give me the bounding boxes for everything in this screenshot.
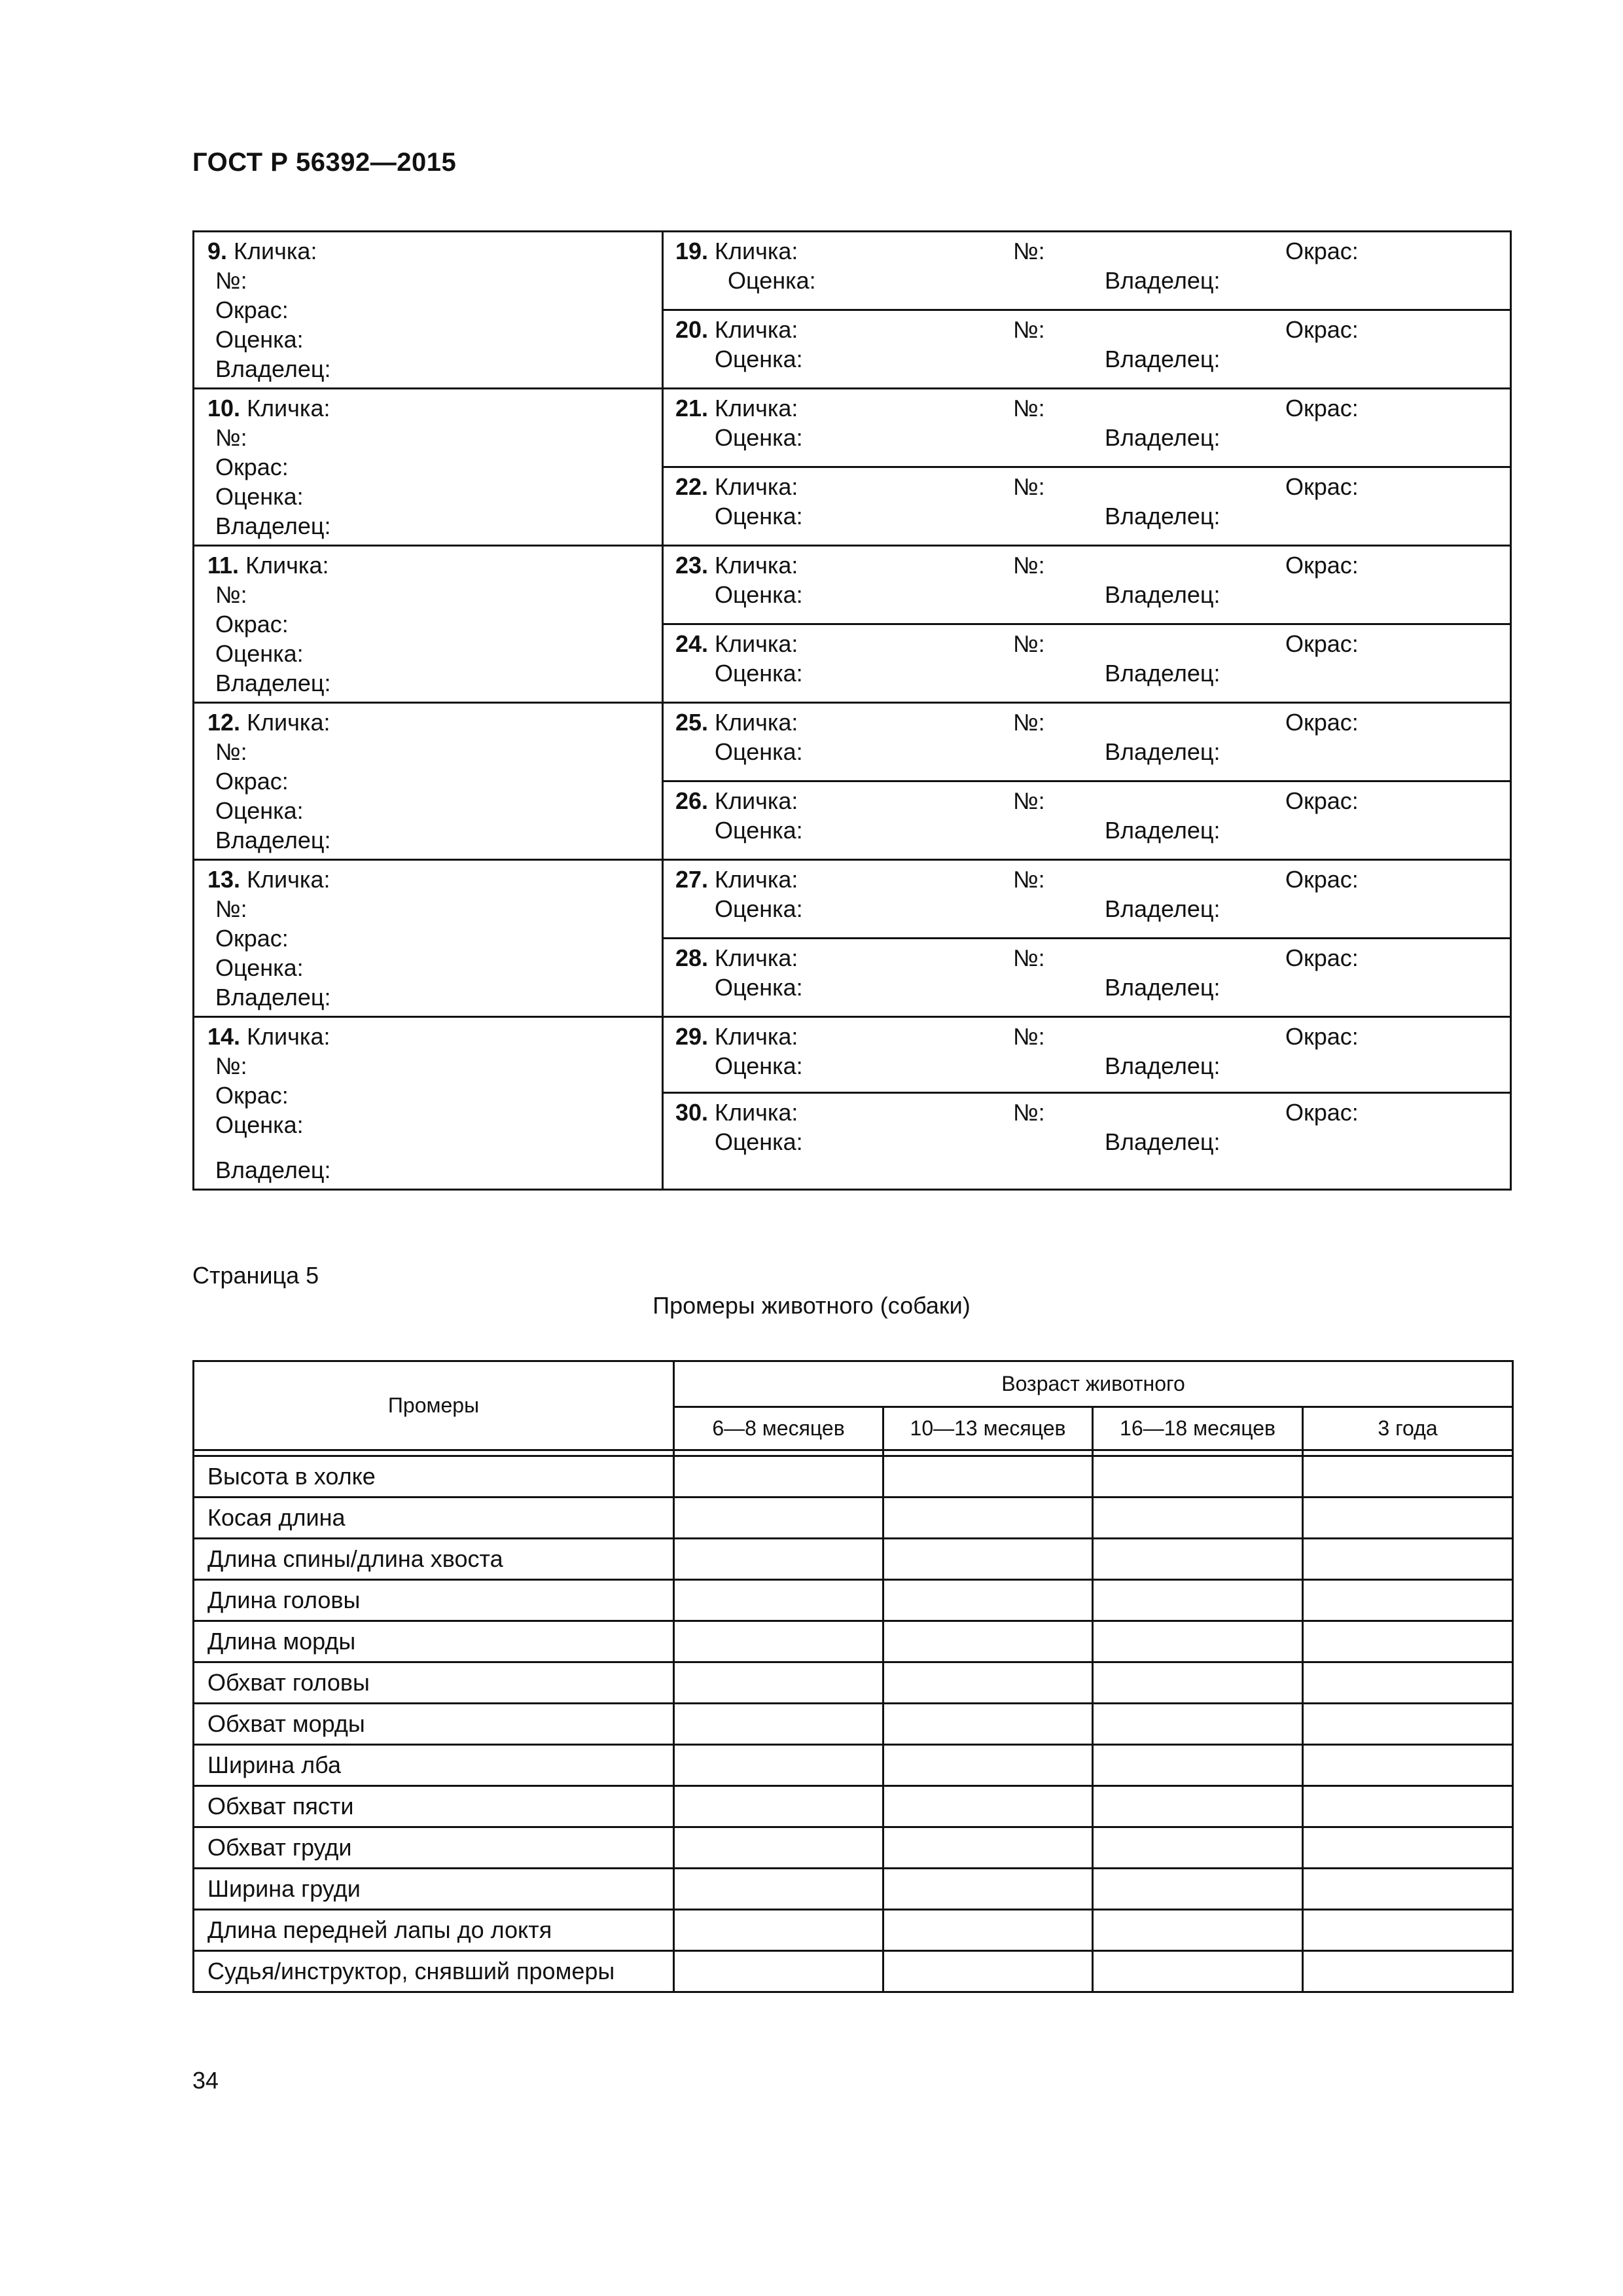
measurements-column-header: Промеры — [194, 1361, 674, 1450]
measurement-value-cell[interactable] — [1093, 1456, 1303, 1498]
color-label: Окрас: — [1285, 630, 1359, 657]
right-entry-cell — [663, 467, 1511, 546]
score-label: Оценка: — [215, 954, 304, 981]
color-label: Окрас: — [1285, 1098, 1359, 1126]
owner-label: Владелец: — [1105, 1052, 1221, 1079]
measurement-value-cell[interactable] — [1303, 1745, 1513, 1786]
entry-number: 26. — [675, 787, 709, 814]
entry-number: 10. — [207, 395, 241, 422]
color-label: Окрас: — [1285, 944, 1359, 971]
color-label: Окрас: — [215, 611, 289, 637]
measurement-label: Высота в холке — [194, 1456, 674, 1498]
right-entry-cell — [663, 860, 1511, 939]
name-label: Кличка: — [715, 552, 798, 579]
color-label: Окрас: — [1285, 316, 1359, 343]
color-label: Окрас: — [1285, 238, 1359, 264]
score-label: Оценка: — [715, 895, 803, 922]
measurement-value-cell[interactable] — [883, 1869, 1093, 1910]
list-row — [194, 1017, 1511, 1093]
measurement-row — [194, 1704, 1513, 1745]
measurement-value-cell[interactable] — [1303, 1786, 1513, 1827]
right-entry-cell — [663, 1017, 1511, 1093]
measurement-value-cell[interactable] — [674, 1539, 883, 1580]
measurement-row — [194, 1745, 1513, 1786]
entry-number: 30. — [675, 1098, 709, 1126]
right-entry-line-2 — [664, 1127, 1510, 1157]
measurement-label: Длина морды — [194, 1621, 674, 1662]
entry-number: 9. — [207, 238, 228, 264]
score-label: Оценка: — [715, 503, 803, 529]
measurement-value-cell[interactable] — [883, 1910, 1093, 1951]
right-entry-cell — [663, 939, 1511, 1017]
measurement-value-cell[interactable] — [883, 1704, 1093, 1745]
color-label: Окрас: — [1285, 473, 1359, 500]
measurement-row — [194, 1951, 1513, 1992]
measurement-value-cell[interactable] — [1303, 1580, 1513, 1621]
owner-label: Владелец: — [1105, 267, 1221, 294]
right-entry-line-2 — [664, 816, 1510, 845]
score-label: Оценка: — [715, 581, 803, 608]
number-label: №: — [215, 424, 247, 451]
score-label: Оценка: — [715, 738, 803, 765]
number-label: №: — [1013, 944, 1045, 971]
age-header: 10—13 месяцев — [883, 1407, 1093, 1450]
measurement-value-cell[interactable] — [674, 1662, 883, 1704]
measurement-value-cell[interactable] — [883, 1539, 1093, 1580]
right-entry-cell — [663, 232, 1511, 310]
number-label: №: — [215, 267, 247, 294]
measurement-label: Обхват морды — [194, 1704, 674, 1745]
measurement-row — [194, 1498, 1513, 1539]
name-label: Кличка: — [715, 787, 798, 814]
left-entry-name-line — [207, 708, 662, 737]
right-entry-line-2 — [664, 580, 1510, 609]
owner-label: Владелец: — [1105, 1128, 1221, 1155]
page-label: Страница 5 — [192, 1262, 319, 1289]
name-label: Кличка: — [715, 1098, 798, 1126]
measurements-table — [192, 1360, 1514, 1993]
measurements-title: Промеры животного (собаки) — [652, 1292, 971, 1319]
measurement-value-cell[interactable] — [1303, 1456, 1513, 1498]
name-label: Кличка: — [234, 238, 317, 264]
measurement-value-cell[interactable] — [1303, 1498, 1513, 1539]
measurement-value-cell[interactable] — [1093, 1745, 1303, 1786]
number-label: №: — [1013, 1098, 1045, 1126]
left-entry-name-line — [207, 865, 662, 894]
score-label: Оценка: — [715, 817, 803, 844]
right-entry-cell — [663, 703, 1511, 781]
measurement-row — [194, 1827, 1513, 1869]
right-entry-line-2 — [664, 344, 1510, 374]
score-label: Оценка: — [215, 483, 304, 510]
name-label: Кличка: — [715, 944, 798, 971]
left-entry-cell — [194, 1017, 663, 1190]
score-label: Оценка: — [215, 797, 304, 824]
measurement-value-cell[interactable] — [674, 1621, 883, 1662]
measurement-row — [194, 1456, 1513, 1498]
color-label: Окрас: — [1285, 1023, 1359, 1050]
measurement-value-cell[interactable] — [1303, 1621, 1513, 1662]
right-entry-cell — [663, 781, 1511, 860]
measurement-value-cell[interactable] — [883, 1786, 1093, 1827]
list-row — [194, 232, 1511, 310]
measurement-value-cell[interactable] — [674, 1745, 883, 1786]
name-label: Кличка: — [715, 395, 798, 422]
entry-number: 13. — [207, 866, 241, 893]
score-label: Оценка: — [715, 424, 803, 451]
dog-list-table — [192, 230, 1512, 1191]
right-entry-cell — [663, 546, 1511, 624]
color-label: Окрас: — [1285, 395, 1359, 422]
name-label: Кличка: — [715, 316, 798, 343]
measurement-value-cell[interactable] — [674, 1704, 883, 1745]
color-label: Окрас: — [1285, 552, 1359, 579]
left-entry-cell — [194, 703, 663, 860]
score-label: Оценка: — [715, 1128, 803, 1155]
number-label: №: — [215, 1052, 247, 1079]
right-entry-line-2 — [664, 737, 1510, 766]
document-header: ГОСТ Р 56392—2015 — [192, 148, 457, 177]
age-header: 16—18 месяцев — [1093, 1407, 1303, 1450]
measurement-label: Косая длина — [194, 1498, 674, 1539]
score-label: Оценка: — [215, 640, 304, 667]
color-label: Окрас: — [1285, 866, 1359, 893]
right-entry-line-1 — [664, 550, 1510, 580]
owner-label: Владелец: — [1105, 346, 1221, 372]
owner-label: Владелец: — [215, 984, 331, 1011]
number-label: №: — [1013, 395, 1045, 422]
right-entry-line-1 — [664, 472, 1510, 501]
entry-number: 22. — [675, 473, 709, 500]
right-entry-line-1 — [664, 943, 1510, 973]
right-entry-cell — [663, 389, 1511, 467]
right-entry-line-1 — [664, 1098, 1510, 1127]
score-label: Оценка: — [715, 660, 803, 687]
measurement-value-cell[interactable] — [1093, 1662, 1303, 1704]
entry-number: 21. — [675, 395, 709, 422]
measurement-value-cell[interactable] — [1303, 1869, 1513, 1910]
score-label: Оценка: — [215, 326, 304, 353]
entry-number: 12. — [207, 709, 241, 736]
measurement-value-cell[interactable] — [883, 1498, 1093, 1539]
measurement-value-cell[interactable] — [674, 1910, 883, 1951]
score-label: Оценка: — [715, 974, 803, 1001]
measurement-value-cell[interactable] — [674, 1786, 883, 1827]
right-entry-line-2 — [664, 423, 1510, 452]
entry-number: 29. — [675, 1023, 709, 1050]
list-row — [194, 389, 1511, 467]
right-entry-line-2 — [664, 266, 1510, 295]
right-entry-line-1 — [664, 708, 1510, 737]
right-entry-line-1 — [664, 629, 1510, 658]
owner-label: Владелец: — [215, 1157, 331, 1183]
color-label: Окрас: — [215, 454, 289, 480]
owner-label: Владелец: — [215, 670, 331, 696]
measurement-row — [194, 1662, 1513, 1704]
number-label: №: — [1013, 709, 1045, 736]
entry-number: 11. — [207, 552, 240, 579]
entry-number: 25. — [675, 709, 709, 736]
entry-number: 19. — [675, 238, 709, 264]
measurement-value-cell[interactable] — [1093, 1951, 1303, 1992]
entry-number: 28. — [675, 944, 709, 971]
name-label: Кличка: — [247, 395, 330, 422]
separator-cell — [883, 1450, 1093, 1456]
left-entry-cell — [194, 389, 663, 546]
owner-label: Владелец: — [215, 512, 331, 539]
measurement-value-cell[interactable] — [883, 1621, 1093, 1662]
separator-cell — [1303, 1450, 1513, 1456]
measurement-value-cell[interactable] — [1303, 1910, 1513, 1951]
measurement-label: Обхват пясти — [194, 1786, 674, 1827]
number-label: №: — [1013, 1023, 1045, 1050]
number-label: №: — [1013, 630, 1045, 657]
entry-number: 24. — [675, 630, 709, 657]
right-entry-line-2 — [664, 658, 1510, 688]
measurement-label: Ширина груди — [194, 1869, 674, 1910]
measurement-value-cell[interactable] — [1303, 1827, 1513, 1869]
measurement-value-cell[interactable] — [1093, 1869, 1303, 1910]
owner-label: Владелец: — [1105, 424, 1221, 451]
number-label: №: — [1013, 552, 1045, 579]
owner-label: Владелец: — [1105, 817, 1221, 844]
measurement-label: Длина передней лапы до локтя — [194, 1910, 674, 1951]
right-entry-cell — [663, 310, 1511, 389]
name-label: Кличка: — [247, 709, 330, 736]
measurement-value-cell[interactable] — [674, 1580, 883, 1621]
measurement-value-cell[interactable] — [674, 1827, 883, 1869]
separator-cell — [1093, 1450, 1303, 1456]
header-separator — [194, 1450, 1513, 1456]
right-entry-line-2 — [664, 973, 1510, 1002]
right-entry-line-2 — [664, 501, 1510, 531]
measurement-value-cell[interactable] — [883, 1827, 1093, 1869]
number-label: №: — [1013, 866, 1045, 893]
measurement-label: Судья/инструктор, снявший промеры — [194, 1951, 674, 1992]
measurement-value-cell[interactable] — [1093, 1786, 1303, 1827]
measurement-value-cell[interactable] — [674, 1951, 883, 1992]
page-number: 34 — [192, 2067, 219, 2094]
name-label: Кличка: — [715, 1023, 798, 1050]
measurement-label: Длина спины/длина хвоста — [194, 1539, 674, 1580]
measurement-value-cell[interactable] — [883, 1580, 1093, 1621]
owner-label: Владелец: — [1105, 581, 1221, 608]
separator-cell — [194, 1450, 674, 1456]
age-group-header: Возраст животного — [674, 1361, 1513, 1407]
name-label: Кличка: — [715, 630, 798, 657]
measurement-row — [194, 1910, 1513, 1951]
number-label: №: — [215, 581, 247, 608]
owner-label: Владелец: — [215, 355, 331, 382]
owner-label: Владелец: — [1105, 895, 1221, 922]
right-entry-line-1 — [664, 236, 1510, 266]
number-label: №: — [215, 738, 247, 765]
entry-number: 14. — [207, 1023, 241, 1050]
right-entry-cell — [663, 624, 1511, 703]
measurement-row — [194, 1786, 1513, 1827]
number-label: №: — [1013, 238, 1045, 264]
number-label: №: — [1013, 316, 1045, 343]
color-label: Окрас: — [215, 925, 289, 952]
name-label: Кличка: — [245, 552, 329, 579]
entry-number: 23. — [675, 552, 709, 579]
color-label: Окрас: — [215, 296, 289, 323]
separator-cell — [674, 1450, 883, 1456]
measurement-value-cell[interactable] — [674, 1498, 883, 1539]
name-label: Кличка: — [247, 1023, 330, 1050]
score-label: Оценка: — [728, 267, 816, 294]
measurement-row — [194, 1539, 1513, 1580]
right-entry-cell — [663, 1092, 1511, 1189]
measurement-value-cell[interactable] — [1303, 1951, 1513, 1992]
color-label: Окрас: — [1285, 787, 1359, 814]
left-entry-name-line — [207, 1022, 662, 1051]
measurement-value-cell[interactable] — [674, 1456, 883, 1498]
list-row — [194, 860, 1511, 939]
list-row — [194, 703, 1511, 781]
age-header: 3 года — [1303, 1407, 1513, 1450]
right-entry-line-2 — [664, 894, 1510, 924]
measurement-value-cell[interactable] — [1303, 1539, 1513, 1580]
color-label: Окрас: — [215, 768, 289, 795]
owner-label: Владелец: — [215, 827, 331, 853]
measurement-value-cell[interactable] — [1093, 1621, 1303, 1662]
measurement-row — [194, 1869, 1513, 1910]
number-label: №: — [215, 895, 247, 922]
score-label: Оценка: — [215, 1111, 304, 1138]
name-label: Кличка: — [715, 709, 798, 736]
right-entry-line-1 — [664, 315, 1510, 344]
right-entry-line-1 — [664, 786, 1510, 816]
measurement-value-cell[interactable] — [883, 1745, 1093, 1786]
left-entry-name-line — [207, 236, 662, 266]
number-label: №: — [1013, 473, 1045, 500]
measurement-value-cell[interactable] — [1093, 1910, 1303, 1951]
left-entry-name-line — [207, 393, 662, 423]
measurement-label: Обхват груди — [194, 1827, 674, 1869]
measurement-value-cell[interactable] — [1093, 1498, 1303, 1539]
color-label: Окрас: — [1285, 709, 1359, 736]
measurement-label: Обхват головы — [194, 1662, 674, 1704]
measurement-value-cell[interactable] — [883, 1951, 1093, 1992]
right-entry-line-1 — [664, 393, 1510, 423]
measurement-value-cell[interactable] — [1303, 1704, 1513, 1745]
name-label: Кличка: — [715, 473, 798, 500]
measurement-label: Длина головы — [194, 1580, 674, 1621]
measurement-value-cell[interactable] — [1303, 1662, 1513, 1704]
left-entry-cell — [194, 546, 663, 703]
right-entry-line-1 — [664, 1022, 1510, 1051]
right-entry-line-2 — [664, 1051, 1510, 1081]
left-entry-name-line — [207, 550, 662, 580]
list-row — [194, 546, 1511, 624]
name-label: Кличка: — [715, 866, 798, 893]
color-label: Окрас: — [215, 1082, 289, 1109]
measurement-value-cell[interactable] — [1093, 1704, 1303, 1745]
left-entry-cell — [194, 232, 663, 389]
name-label: Кличка: — [247, 866, 330, 893]
measurement-value-cell[interactable] — [883, 1662, 1093, 1704]
entry-number: 20. — [675, 316, 709, 343]
measurement-value-cell[interactable] — [1093, 1580, 1303, 1621]
measurement-row — [194, 1621, 1513, 1662]
measurement-row — [194, 1580, 1513, 1621]
entry-number: 27. — [675, 866, 709, 893]
measurement-value-cell[interactable] — [1093, 1539, 1303, 1580]
score-label: Оценка: — [715, 346, 803, 372]
owner-label: Владелец: — [1105, 738, 1221, 765]
owner-label: Владелец: — [1105, 660, 1221, 687]
measurement-value-cell[interactable] — [674, 1869, 883, 1910]
name-label: Кличка: — [715, 238, 798, 264]
age-header: 6—8 месяцев — [674, 1407, 883, 1450]
owner-label: Владелец: — [1105, 974, 1221, 1001]
score-label: Оценка: — [715, 1052, 803, 1079]
left-entry-cell — [194, 860, 663, 1017]
number-label: №: — [1013, 787, 1045, 814]
measurement-label: Ширина лба — [194, 1745, 674, 1786]
right-entry-line-1 — [664, 865, 1510, 894]
measurement-value-cell[interactable] — [1093, 1827, 1303, 1869]
measurement-value-cell[interactable] — [883, 1456, 1093, 1498]
owner-label: Владелец: — [1105, 503, 1221, 529]
